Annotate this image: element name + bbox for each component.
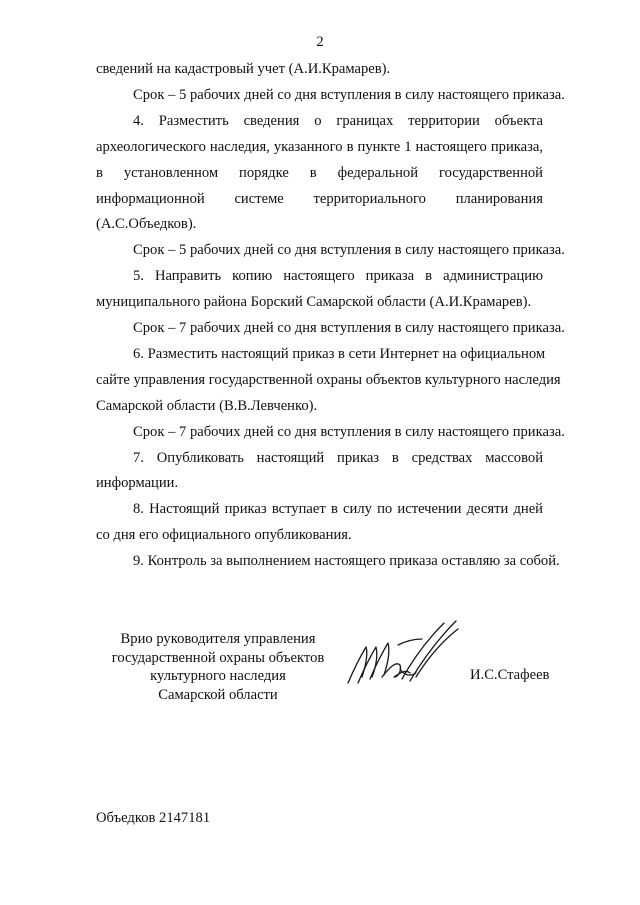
document-text-line: 7. Опубликовать настоящий приказ в средствах массовой: [133, 449, 543, 466]
document-text-line: в установленном порядке в федеральной государственной: [96, 164, 543, 181]
page-number: 2: [316, 34, 324, 50]
document-text-line: со дня его официального опубликования.: [96, 527, 352, 544]
document-text-line: сайте управления государственной охраны объектов культурного наследия: [96, 371, 561, 388]
document-text-line: Срок – 7 рабочих дней со дня вступления в силу настоящего приказа.: [133, 320, 565, 336]
document-text-line: 6. Разместить настоящий приказ в сети Интернет на официальном: [133, 345, 546, 362]
signatory-position: [100, 630, 336, 704]
signatory-position-line: государственной охраны объектов: [111, 649, 325, 666]
signatory-position-line: Врио руководителя управления: [120, 631, 316, 647]
document-text-line: Срок – 7 рабочих дней со дня вступления в силу настоящего приказа.: [133, 423, 565, 440]
signatory-position-line: Самарской области: [158, 686, 278, 703]
executor-footer: Объедков 2147181: [96, 810, 211, 826]
document-text-line: информационной системе территориального планирования: [96, 190, 543, 207]
document-text-line: 8. Настоящий приказ вступает в силу по истечении десяти дней: [133, 501, 543, 518]
handwritten-signature: [340, 617, 468, 697]
document-text-line: Срок – 5 рабочих дней со дня вступления в силу настоящего приказа.: [133, 86, 565, 103]
document-text-line: Срок – 5 рабочих дней со дня вступления в силу настоящего приказа.: [133, 242, 565, 259]
document-text-line: 9. Контроль за выполнением настоящего приказа оставляю за собой.: [133, 553, 560, 570]
document-text-line: 4. Разместить сведения о границах территории объекта: [133, 112, 543, 129]
document-text-line: (А.С.Объедков).: [96, 216, 197, 233]
document-text-line: Самарской области (В.В.Левченко).: [96, 397, 318, 414]
document-text-line: сведений на кадастровый учет (А.И.Крамарев).: [96, 61, 391, 77]
document-text-line: информации.: [96, 475, 179, 492]
document-text-line: муниципального района Борский Самарской области (А.И.Крамарев).: [96, 294, 532, 311]
document-text-line: археологического наследия, указанного в пункте 1 настоящего приказа,: [96, 138, 543, 155]
signatory-name: И.С.Стафеев: [470, 667, 550, 683]
signatory-position-line: культурного наследия: [150, 668, 286, 684]
document-text-line: 5. Направить копию настоящего приказа в администрацию: [133, 268, 543, 285]
